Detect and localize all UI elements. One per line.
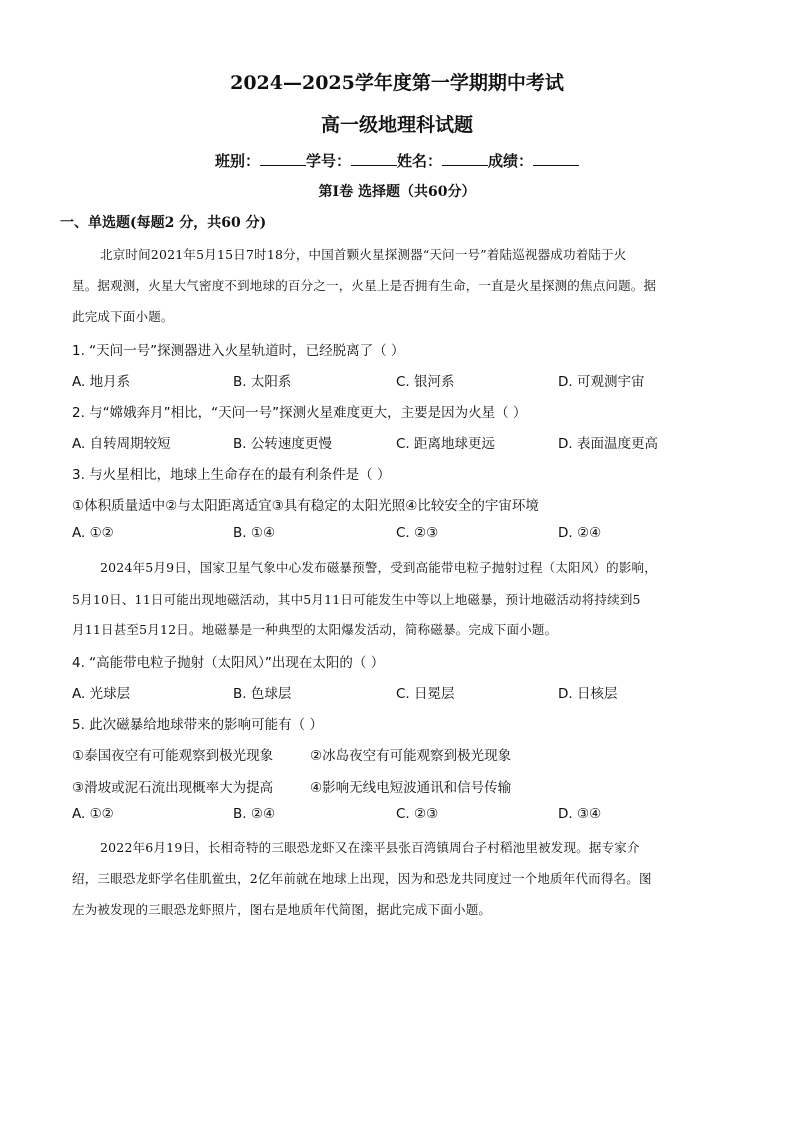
question-4-stem: 4. “高能带电粒子抛射（太阳风）”出现在太阳的（ ）	[72, 655, 385, 671]
score-blank	[533, 151, 579, 166]
class-blank	[260, 151, 306, 166]
q5-option-c: C. ②③	[396, 806, 439, 822]
q5-item-1: ①泰国夜空有可能观察到极光现象	[72, 748, 274, 764]
question-1-stem: 1. “天问一号”探测器进入火星轨道时，已经脱离了（ ）	[72, 343, 405, 359]
class-label: 班别：	[214, 152, 260, 170]
q3-option-d: D. ②④	[558, 525, 602, 541]
q4-option-c: C. 日冕层	[396, 686, 455, 702]
q2-option-d: D. 表面温度更高	[558, 436, 658, 452]
material-2-line-3: 月11日甚至5月12日。地磁暴是一种典型的太阳爆发活动，简称磁暴。完成下面小题。	[72, 622, 558, 637]
q2-option-a: A. 自转周期较短	[72, 436, 171, 452]
id-label: 学号：	[305, 152, 351, 170]
material-3-line-3: 左为被发现的三眼恐龙虾照片，图右是地质年代简图，据此完成下面小题。	[72, 902, 492, 917]
q5-item-3: ③滑坡或泥石流出现概率大为提高	[72, 780, 274, 796]
q5-option-b: B. ②④	[233, 806, 276, 822]
q3-option-c: C. ②③	[396, 525, 439, 541]
q5-item-2: ②冰岛夜空有可能观察到极光现象	[310, 748, 512, 764]
q5-option-a: A. ①②	[72, 806, 114, 822]
part-heading: 第I卷 选择题（共60分）	[318, 184, 476, 200]
question-2-stem: 2. 与“嫦娥奔月”相比，“天问一号”探测火星难度更大，主要是因为火星（ ）	[72, 405, 527, 421]
material-2-line-2: 5月10日、11日可能出现地磁活动，其中5月11日可能发生中等以上地磁暴，预计地磁活动将持续到5	[72, 592, 641, 607]
q4-option-d: D. 日核层	[558, 686, 618, 702]
q3-option-a: A. ①②	[72, 525, 114, 541]
name-blank	[442, 151, 488, 166]
q3-option-b: B. ①④	[233, 525, 276, 541]
section-heading: 一、单选题(每题2 分，共60 分)	[60, 215, 267, 231]
q1-option-c: C. 银河系	[396, 374, 455, 390]
q5-item-4: ④影响无线电短波通讯和信号传输	[310, 780, 512, 796]
material-3-line-2: 绍，三眼恐龙虾学名佳肌鲎虫，2亿年前就在地球上出现，因为和恐龙共同度过一个地质年代而得名。图	[72, 871, 652, 886]
material-1-line-3: 此完成下面小题。	[72, 309, 174, 324]
q2-option-c: C. 距离地球更远	[396, 436, 496, 452]
q4-option-b: B. 色球层	[233, 686, 292, 702]
question-5-stem: 5. 此次磁暴给地球带来的影响可能有（ ）	[72, 717, 323, 733]
score-label: 成绩：	[488, 152, 534, 170]
question-3-stem: 3. 与火星相比，地球上生命存在的最有利条件是（ ）	[72, 467, 391, 483]
q1-option-a: A. 地月系	[72, 374, 131, 390]
material-3-line-1: 2022年6月19日，长相奇特的三眼恐龙虾又在滦平县张百湾镇周台子村稻池里被发现。据专家介	[100, 840, 640, 855]
material-2-line-1: 2024年5月9日，国家卫星气象中心发布磁暴预警，受到高能带电粒子抛射过程（太阳风）的影响，	[100, 560, 657, 575]
exam-title: 2024—2025学年度第一学期期中考试	[230, 72, 564, 94]
id-blank	[351, 151, 397, 166]
q1-option-b: B. 太阳系	[233, 374, 292, 390]
q1-option-d: D. 可观测宇宙	[558, 374, 645, 390]
question-3-items: ①体积质量适中②与太阳距离适宜③具有稳定的太阳光照④比较安全的宇宙环境	[72, 498, 539, 514]
q2-option-b: B. 公转速度更慢	[233, 436, 332, 452]
exam-subtitle: 高一级地理科试题	[320, 114, 473, 136]
name-label: 姓名：	[397, 152, 443, 170]
q4-option-a: A. 光球层	[72, 686, 131, 702]
student-info-line	[0, 150, 794, 171]
material-1-line-1: 北京时间2021年5月15日7时18分，中国首颗火星探测器“天问一号”着陆巡视器成功着陆于火	[100, 247, 627, 262]
q5-option-d: D. ③④	[558, 806, 602, 822]
material-1-line-2: 星。据观测，火星大气密度不到地球的百分之一，火星上是否拥有生命，一直是火星探测的焦点问题。据	[72, 278, 657, 293]
